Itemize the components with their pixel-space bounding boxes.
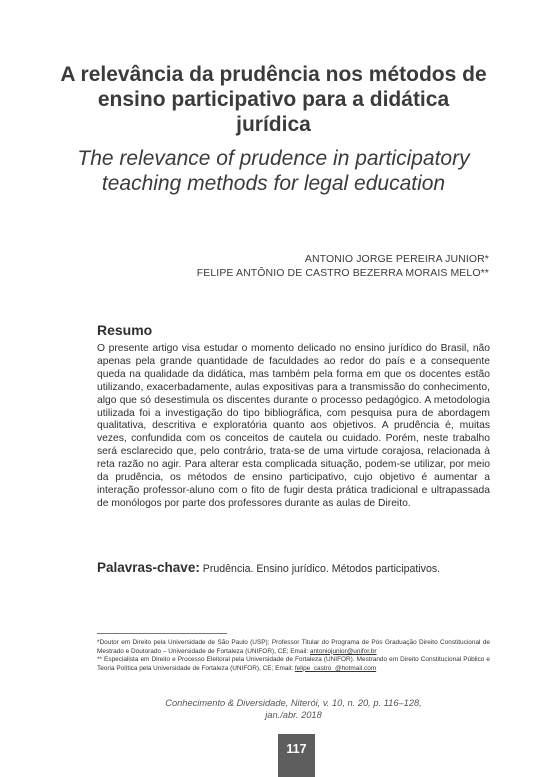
keywords-line <box>97 560 497 575</box>
footnote-1 <box>97 639 490 656</box>
footnote-2-text: ** Especialista em Direito e Processo Eleitoral pela Universidade de Fortaleza (UNIFOR). Mestrando em Direito Constitucional Público e Teoria Política pela Universidade de Fortaleza (UNIFOR), CE; Email: <box>97 656 490 672</box>
keywords-label: Palavras-chave: <box>97 560 200 575</box>
keywords-text: Prudência. Ensino jurídico. Métodos participativos. <box>202 563 441 575</box>
journal-citation <box>97 697 490 721</box>
citation-line-2: jan./abr. 2018 <box>265 710 322 720</box>
footnote-2 <box>97 656 490 673</box>
article-title-portuguese: A relevância da prudência nos métodos de ensino participativo para a didática jurídica <box>60 63 487 136</box>
citation-line-1: Conhecimento & Diversidade, Niterói, v. 10, n. 20, p. 116–128, <box>165 698 422 708</box>
footnote-1-email-link[interactable]: antoniojunior@unifor.br <box>309 647 377 655</box>
footnote-2-email-link[interactable]: felipe_castro_@hotmail.com <box>294 664 377 672</box>
footnote-divider <box>97 633 227 634</box>
author-2: FELIPE ANTÔNIO DE CASTRO BEZERRA MORAIS MELO** <box>196 267 489 279</box>
footnotes <box>97 639 490 673</box>
page-number: 117 <box>278 734 315 777</box>
author-1: ANTONIO JORGE PEREIRA JUNIOR* <box>304 253 489 265</box>
abstract-text: O presente artigo visa estudar o momento delicado no ensino jurídico do Brasil, não apenas pela grande quantidade de faculdades ao redor do país e a consequente queda na qualidade da didática, mas também pela forma em que os docentes estão utilizando, exacerbadamente, aulas expositivas para a transmissão do conhecimento, algo que só desestimula os discentes durante o processo pedagógico. A metodologia utilizada foi a investigação do tipo bibliográfica, com pesquisa pura de abordagem qualitativa, descritiva e exploratória quanto aos objetivos. A prudência é, muitas vezes, confundida com os conceitos de cautela ou cuidado. Porém, neste trabalho será esclarecido que, pelo contrário, trata-se de uma virtude corajosa, relacionada à reta razão no agir. Para alterar esta complicada situação, podem-se utilizar, por meio da prudência, os métodos de ensino participativo, cujo objetivo é aumentar a interação professor-aluno com o fito de fugir desta prática tradicional e ultrapassada de monólogos por parte dos professores durante as aulas de Direito. <box>97 343 490 509</box>
article-title-english: The relevance of prudence in participatory teaching methods for legal education <box>77 147 470 195</box>
abstract-heading: Resumo <box>97 322 153 338</box>
footnote-1-text: *Doutor em Direito pela Universidade de São Paulo (USP); Professor Titular do Programa de Pós Graduação Direito Constitucional de Mestrado e Doutorado – Universidade de Fortaleza (UNIFOR), CE; Email: <box>97 639 490 655</box>
